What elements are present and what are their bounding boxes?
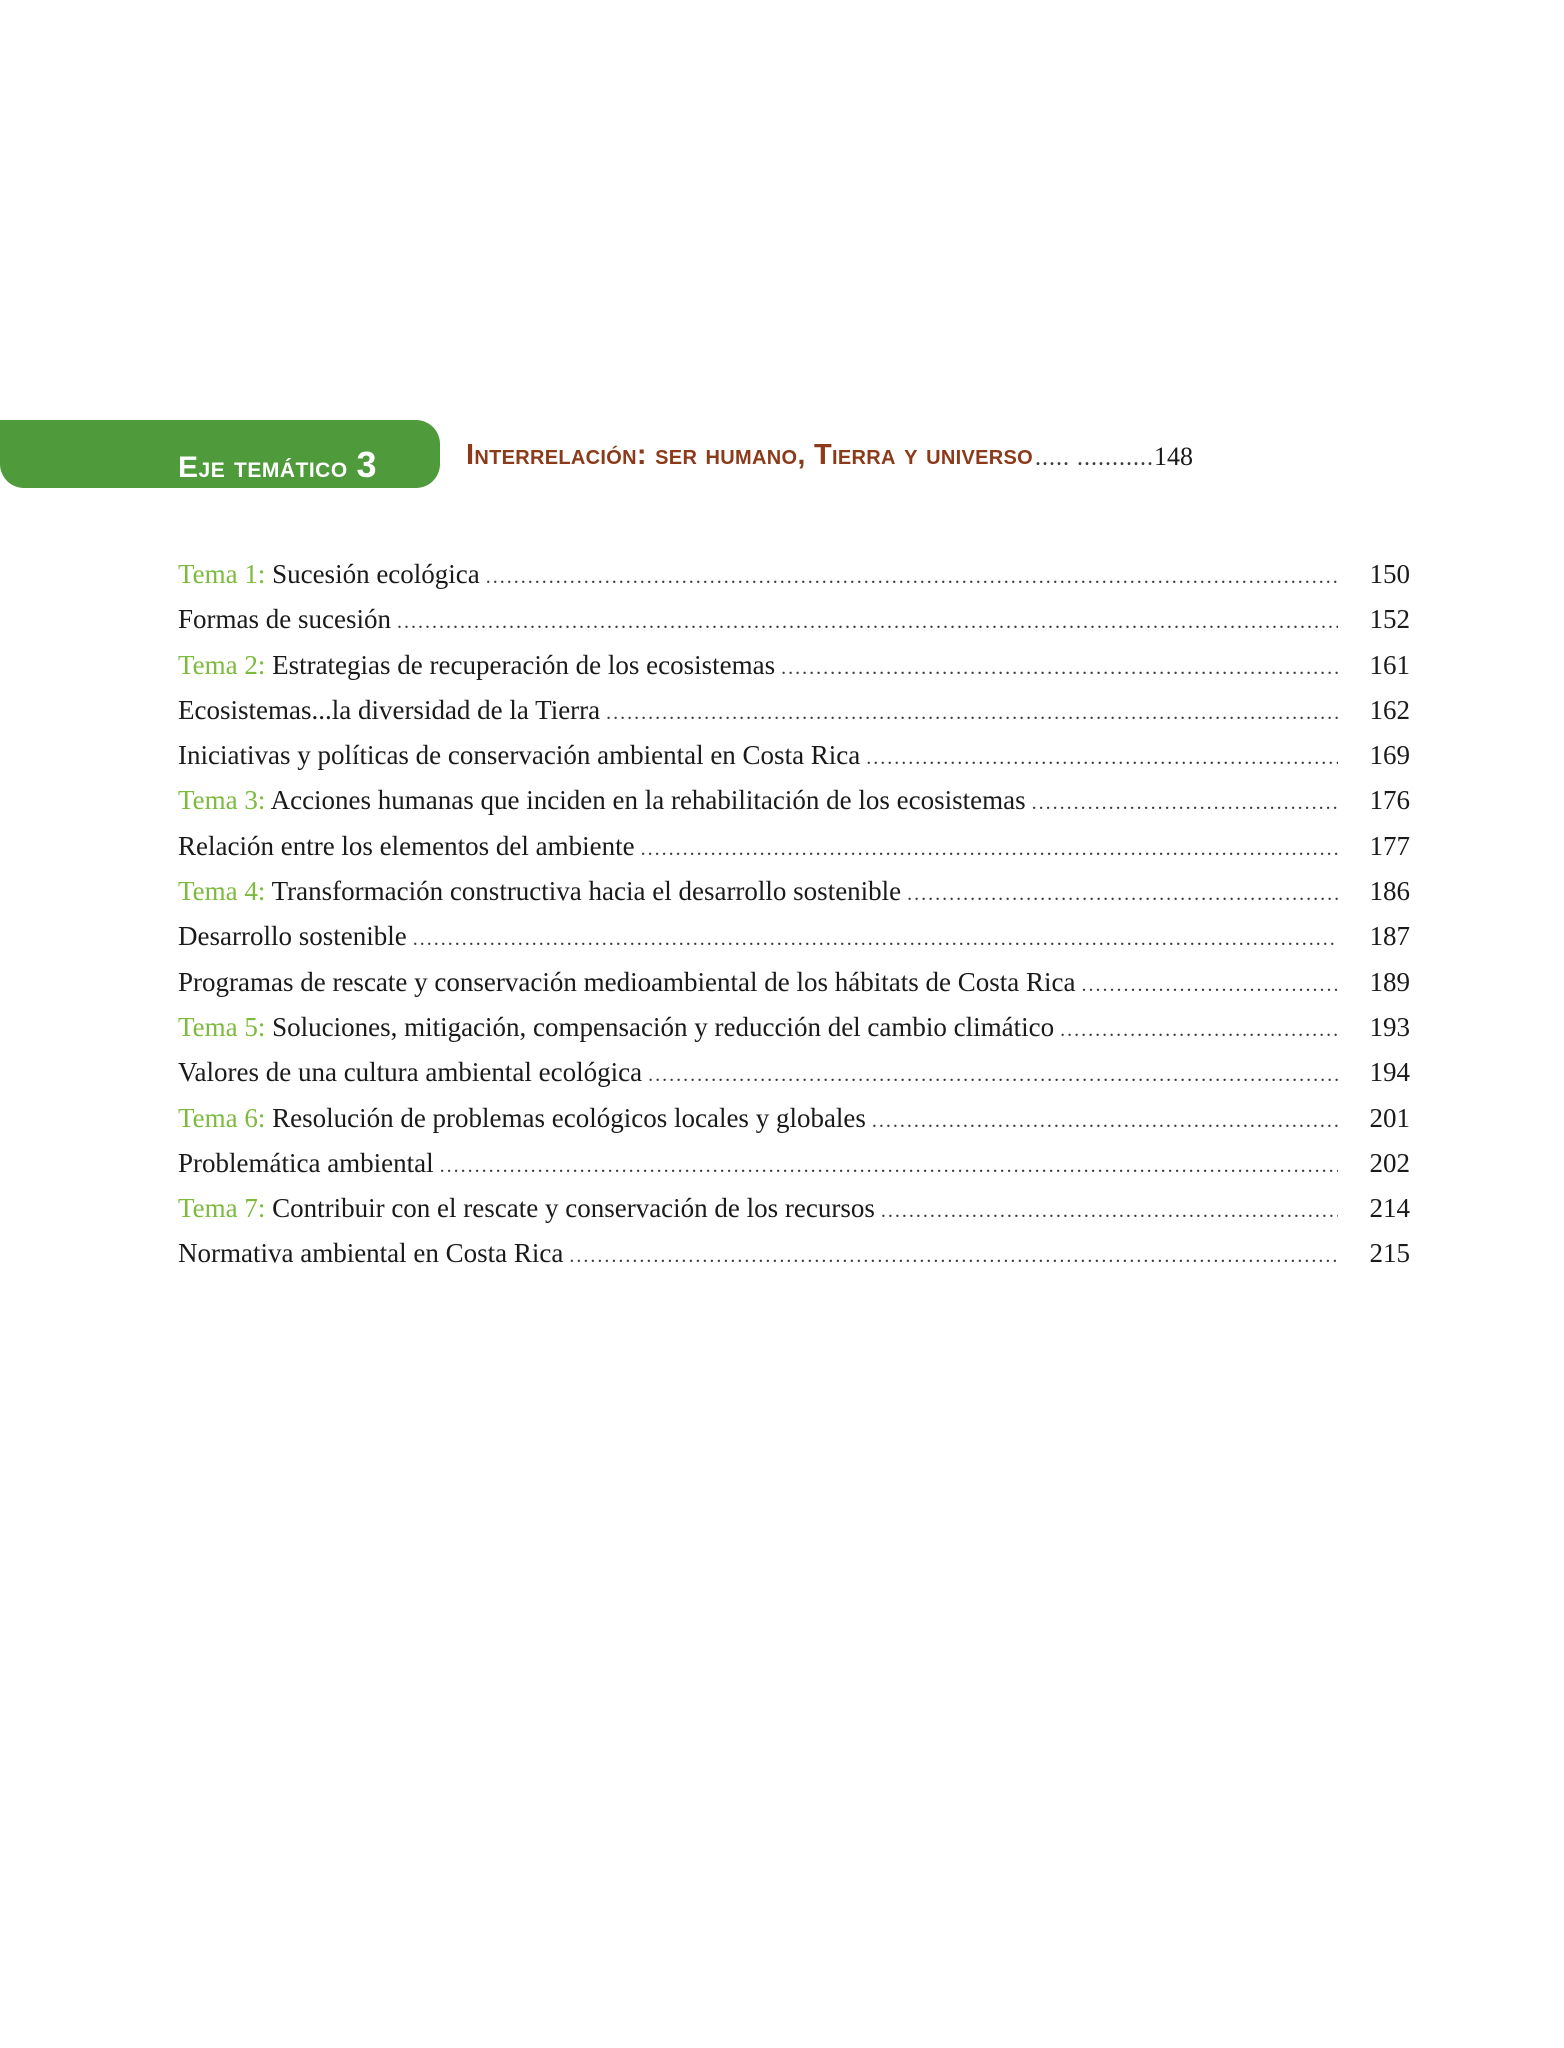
eje-tematico-text: Eje temático	[178, 451, 348, 484]
toc-entry-title	[178, 733, 866, 778]
toc-tema-label: Tema 5:	[178, 1011, 266, 1042]
toc-entry[interactable]	[178, 1141, 1410, 1186]
toc-entry-text: Resolución de problemas ecológicos locales y globales	[272, 1102, 866, 1133]
toc-dot-leader	[606, 691, 1338, 736]
toc-entry-title	[178, 869, 907, 914]
toc-entry-text: Normativa ambiental en Costa Rica	[178, 1238, 564, 1269]
toc-dot-leader	[413, 917, 1338, 962]
toc-entry-title	[178, 914, 413, 959]
toc-entry[interactable]	[178, 1231, 1410, 1276]
toc-page-number: 186	[1369, 876, 1410, 907]
toc-entry-text: Sucesión ecológica	[272, 559, 480, 589]
toc-entry[interactable]	[178, 778, 1410, 823]
section-title-row[interactable]	[466, 428, 1396, 472]
toc-dot-leader	[641, 827, 1338, 872]
toc-tema-label: Tema 1:	[178, 559, 266, 589]
toc-entry-title	[178, 1231, 569, 1276]
toc-dot-leader	[648, 1053, 1338, 1098]
section-page-number: 148	[1154, 442, 1194, 471]
toc-page-number: 215	[1369, 1238, 1410, 1269]
toc-dot-leader	[881, 1189, 1338, 1234]
toc-entry[interactable]	[178, 869, 1410, 914]
toc-entry-title	[178, 688, 606, 733]
toc-entry[interactable]	[178, 914, 1410, 959]
toc-entry-title	[178, 1096, 872, 1141]
toc-dot-leader	[440, 1144, 1338, 1189]
toc-dot-leader	[1032, 781, 1338, 826]
toc-page-number: 150	[1369, 559, 1410, 589]
toc-entry-title	[178, 1141, 440, 1186]
toc-page-number: 193	[1369, 1011, 1410, 1042]
toc-entry-title	[178, 824, 641, 869]
toc-entry[interactable]	[178, 1050, 1410, 1095]
toc-entry-title	[178, 643, 781, 688]
toc-dot-leader	[397, 600, 1338, 645]
toc-tema-label: Tema 7:	[178, 1193, 266, 1224]
toc-dot-leader	[569, 1234, 1338, 1279]
toc-entry[interactable]	[178, 1005, 1410, 1050]
toc-entry-title	[178, 597, 397, 642]
toc-page-number: 194	[1369, 1057, 1410, 1088]
toc-page-number: 187	[1369, 921, 1410, 952]
eje-tematico-number: 3	[356, 444, 378, 485]
toc-entry[interactable]	[178, 643, 1410, 688]
toc-page-number: 169	[1369, 740, 1410, 771]
toc-dot-leader	[486, 555, 1338, 600]
toc-entry-text: Programas de rescate y conservación medioambiental de los hábitats de Costa Rica	[178, 966, 1076, 997]
toc-entry-text: Formas de sucesión	[178, 604, 391, 635]
toc-entry-text: Problemática ambiental	[178, 1147, 434, 1178]
toc-tema-label: Tema 3:	[178, 785, 266, 816]
toc-entry-text: Valores de una cultura ambiental ecológica	[178, 1057, 643, 1088]
table-of-contents	[178, 552, 1410, 1277]
toc-entry-text: Soluciones, mitigación, compensación y reducción del cambio climático	[272, 1011, 1055, 1042]
toc-dot-leader	[872, 1099, 1338, 1144]
toc-entry[interactable]	[178, 552, 1410, 597]
toc-entry[interactable]	[178, 1186, 1410, 1231]
toc-page-number: 177	[1369, 830, 1410, 861]
toc-page-number: 189	[1369, 966, 1410, 997]
section-title: Interrelación: ser humano, Tierra y universo	[466, 439, 1034, 471]
toc-dot-leader	[1081, 963, 1338, 1008]
toc-entry[interactable]	[178, 1096, 1410, 1141]
toc-tema-label: Tema 2:	[178, 649, 266, 680]
toc-tema-label: Tema 4:	[178, 876, 266, 907]
toc-page-number: 161	[1369, 649, 1410, 680]
toc-entry[interactable]	[178, 597, 1410, 642]
toc-dot-leader	[907, 872, 1338, 917]
eje-tematico-label	[178, 444, 377, 486]
toc-entry-text: Iniciativas y políticas de conservación ambiental en Costa Rica	[178, 740, 861, 771]
toc-entry-text: Contribuir con el rescate y conservación de los recursos	[272, 1193, 875, 1224]
toc-entry-text: Ecosistemas...la diversidad de la Tierra	[178, 694, 601, 725]
toc-entry-text: Transformación constructiva hacia el desarrollo sostenible	[271, 876, 902, 907]
toc-entry[interactable]	[178, 960, 1410, 1005]
toc-page-number: 202	[1369, 1147, 1410, 1178]
toc-entry[interactable]	[178, 688, 1410, 733]
section-dot-leader: ..... ...........	[1035, 445, 1155, 471]
toc-entry[interactable]	[178, 733, 1410, 778]
toc-entry-title	[178, 960, 1081, 1005]
toc-dot-leader	[781, 646, 1338, 691]
toc-entry-text: Acciones humanas que inciden en la rehabilitación de los ecosistemas	[270, 785, 1026, 816]
toc-page-number: 152	[1369, 604, 1410, 635]
toc-page-number: 201	[1369, 1102, 1410, 1133]
toc-dot-leader	[1060, 1008, 1338, 1053]
toc-entry[interactable]	[178, 824, 1410, 869]
toc-dot-leader	[866, 736, 1338, 781]
toc-entry-text: Desarrollo sostenible	[178, 921, 407, 952]
toc-entry-title	[178, 778, 1032, 823]
toc-page-number: 162	[1369, 694, 1410, 725]
toc-entry-title	[178, 1186, 881, 1231]
toc-entry-text: Relación entre los elementos del ambiente	[178, 830, 635, 861]
toc-entry-title	[178, 552, 486, 597]
toc-entry-title	[178, 1050, 648, 1095]
toc-page-number: 214	[1369, 1193, 1410, 1224]
toc-entry-title	[178, 1005, 1060, 1050]
toc-page-number: 176	[1369, 785, 1410, 816]
toc-entry-text: Estrategias de recuperación de los ecosistemas	[272, 649, 776, 680]
toc-tema-label: Tema 6:	[178, 1102, 266, 1133]
